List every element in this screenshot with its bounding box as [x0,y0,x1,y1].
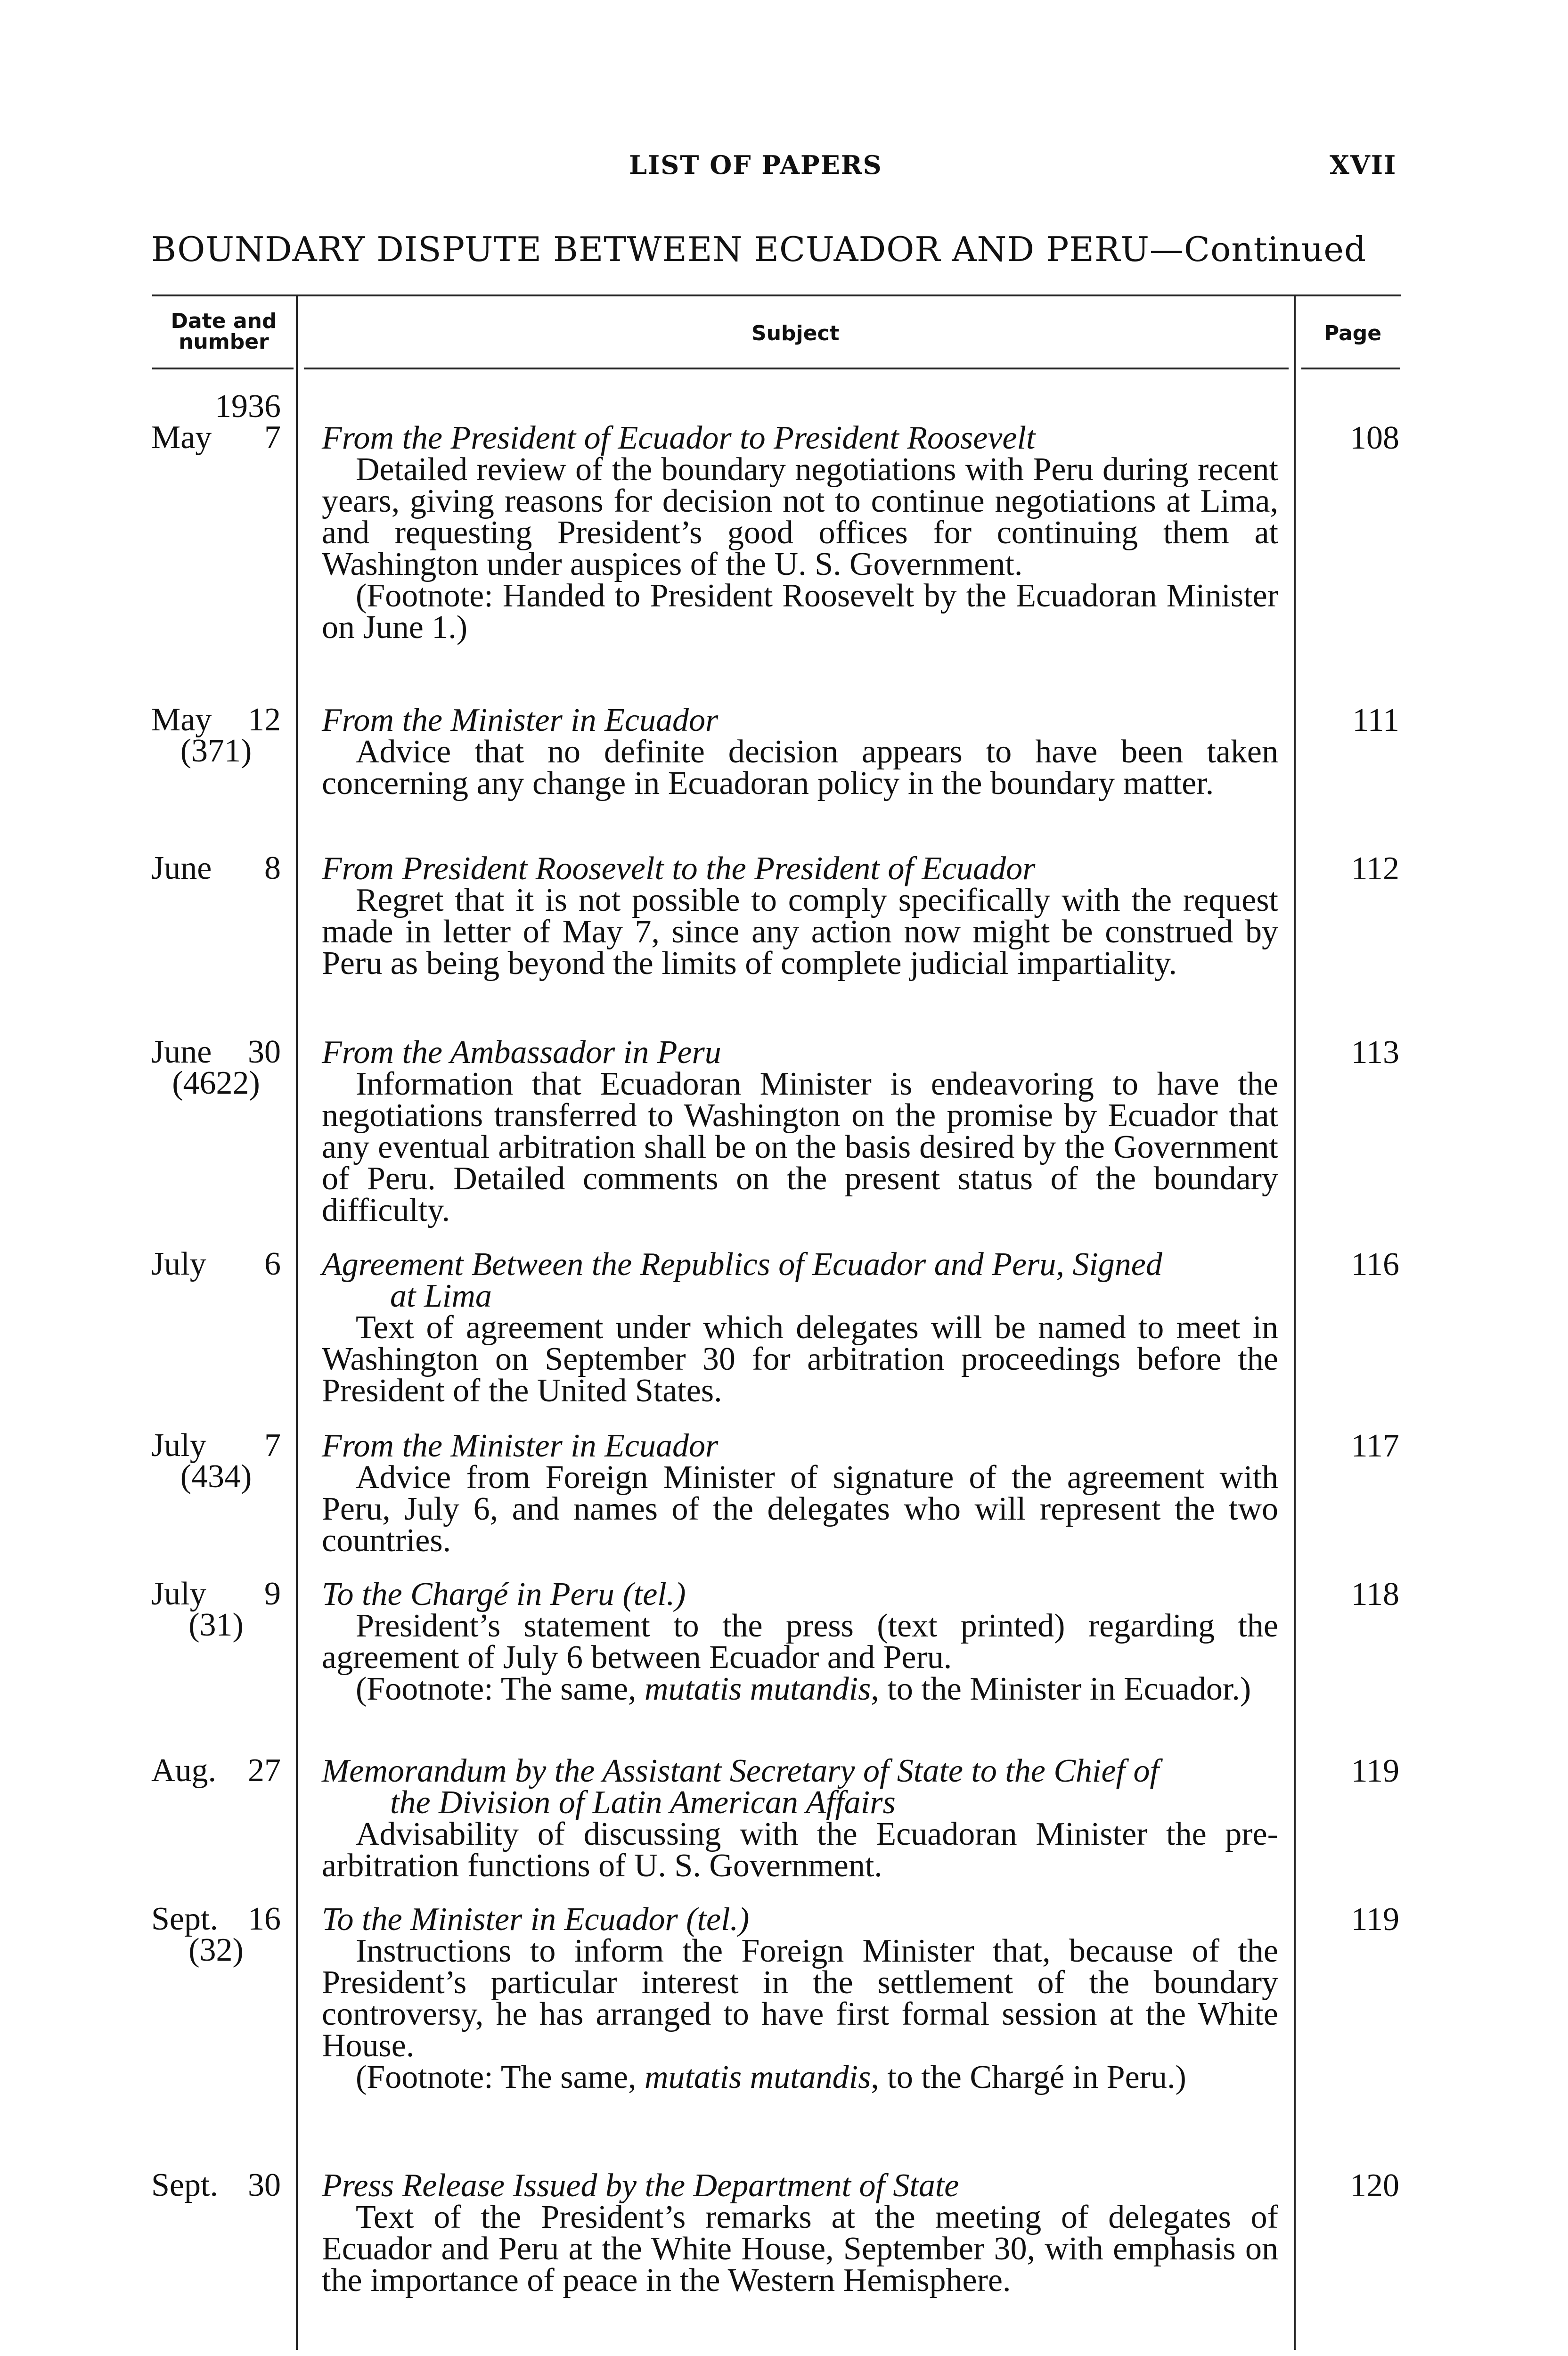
running-title: LIST OF PAPERS [629,150,882,180]
entry-date-day: 30 [248,2167,281,2203]
entry-date-month: May [151,702,212,738]
entry-page: 113 [1351,1034,1399,1071]
entry-date-day: 7 [264,419,281,456]
column-header-subject: Subject [751,321,840,345]
entry-summary: Detailed review of the boundary negotiations with Peru during recent years, giving reasons for decision not to continue negotiations at Lima, and requesting President’s good offices for continuing them at Washington under auspices of the U. S. Government. [322,451,1278,582]
entry-date-month: July [151,1246,206,1282]
entry-page: 111 [1352,702,1399,738]
entry-page: 117 [1351,1428,1399,1464]
table-top-rule [152,294,1401,296]
entry-footnote: (Footnote: The same, mutatis mutandis, to the Chargé in Peru.) [356,2059,1186,2095]
entry-date-day: 12 [248,702,281,738]
entry-summary: Advice from Foreign Minister of signature of the agreement with Peru, July 6, and names of the delegates who will represent the two countries. [322,1459,1278,1559]
entry-number: (434) [180,1458,252,1495]
section-title: BOUNDARY DISPUTE BETWEEN ECUADOR AND PERU—Continued [151,229,1367,269]
column-header-date-line2: number [179,330,269,354]
entry-title: From the Minister in Ecuador [322,702,719,738]
entry-summary: Information that Ecuadoran Minister is endeavoring to have the negotiations transferred to Washington on the promise by Ecuador that any eventual arbitration shall be on the basis desired by the Government of Peru. Detailed comments on the present status of the boundary difficulty. [322,1066,1278,1228]
entry-date-cell [151,1752,281,1789]
entry-title: Memorandum by the Assistant Secretary of State to the Chief of [322,1753,1159,1789]
entry-page: 112 [1351,851,1399,887]
entry-year: 1936 [215,388,281,425]
latin-phrase: mutatis mutandis [645,1671,871,1707]
entry-page: 116 [1351,1246,1399,1283]
entry-title: From the Ambassador in Peru [322,1034,721,1071]
entry-footnote: (Footnote: Handed to President Roosevelt by the Ecuadoran Minister on June 1.) [322,578,1278,646]
entry-title: From President Roosevelt to the President of Ecuador [322,851,1036,887]
entry-page: 118 [1351,1576,1399,1612]
table-header-rule-subject [304,368,1289,369]
entry-title: From the President of Ecuador to President Roosevelt [322,420,1036,456]
entry-page: 120 [1350,2168,1399,2204]
entry-date-cell [151,388,281,456]
entry-date-cell [151,1034,281,1101]
latin-phrase: mutatis mutandis [645,2059,871,2095]
column-divider-left [296,295,298,2350]
column-header-date-line1: Date and [171,309,277,333]
entry-summary: Advice that no definite decision appears to have been taken concerning any change in Ecuadoran policy in the boundary matter. [322,734,1278,802]
entry-summary: Advisability of discussing with the Ecuadoran Minister the pre-arbitration functions of U. S. Government. [322,1816,1278,1884]
entry-page: 108 [1350,420,1399,456]
entry-subject [322,1246,1278,1409]
entry-date-day: 8 [264,850,281,886]
table-header-rule-page [1301,368,1400,369]
entry-date-month: Sept. [151,2167,218,2203]
entry-date-month: June [151,850,212,886]
entry-date [151,850,281,886]
entry-summary: Instructions to inform the Foreign Minister that, because of the President’s particular interest in the settlement of the boundary controversy, he has arranged to have first formal session at the White House. [322,1933,1278,2064]
entry-subject [322,702,1278,802]
entry-page: 119 [1351,1753,1399,1789]
entry-date-cell [151,1901,281,1968]
entry-date-month: Sept. [151,1901,218,1937]
entry-summary: Regret that it is not possible to comply specifically with the request made in letter of May 7, since any action now might be construed by Peru as being beyond the limits of complete judicial impartiality. [322,882,1278,982]
entry-title: Agreement Between the Republics of Ecuador and Peru, Signed [322,1246,1162,1283]
entry-date-month: June [151,1034,212,1070]
entry-date-month: Aug. [151,1752,217,1789]
entry-title-continued: the Division of Latin American Affairs [390,1784,896,1821]
entry-date-cell [151,1427,281,1495]
table-header-rule-date [152,368,294,369]
entry-title: To the Chargé in Peru (tel.) [322,1576,686,1612]
entry-subject [322,1576,1278,1707]
entry-title-continued: at Lima [390,1278,492,1314]
entry-date-cell [151,704,281,767]
entry-date [151,1427,281,1464]
entry-date-cell [151,850,281,886]
entry-date-cell [151,1576,281,1643]
entry-date [151,1576,281,1612]
entry-subject [322,1901,1278,2095]
entry-title: From the Minister in Ecuador [322,1428,719,1464]
entry-date-month: May [151,419,212,456]
entry-date [151,1901,281,1937]
entry-date-day: 30 [248,1034,281,1070]
entry-number: (371) [180,733,252,769]
entry-footnote: (Footnote: The same, mutatis mutandis, to the Minister in Ecuador.) [356,1671,1251,1707]
column-header-page: Page [1324,321,1382,345]
entry-number: (32) [188,1932,244,1968]
entry-subject [322,1428,1278,1559]
entry-summary: President’s statement to the press (text printed) regarding the agreement of July 6 between Ecuador and Peru. [322,1608,1278,1676]
entry-date-day: 9 [264,1576,281,1612]
entry-date [151,704,281,736]
entry-summary: Text of agreement under which delegates will be named to meet in Washington on September 30 for arbitration proceedings before the President of the United States. [322,1309,1278,1409]
entry-summary: Text of the President’s remarks at the meeting of delegates of Ecuador and Peru at the White House, September 30, with emphasis on the importance of peace in the Western Hemisphere. [322,2199,1278,2299]
entry-date-day: 27 [248,1752,281,1789]
entry-date-month: July [151,1427,206,1464]
entry-date-month: July [151,1576,206,1612]
entry-number: (4622) [172,1065,260,1101]
entry-subject [322,851,1278,982]
entry-date [151,1752,281,1789]
entry-date [151,2167,281,2203]
entry-subject [322,1034,1278,1228]
entry-title: Press Release Issued by the Department of State [322,2168,959,2204]
entry-subject [322,2168,1278,2299]
entry-subject [322,1755,1278,1882]
entry-date-day: 7 [264,1427,281,1464]
entry-title: To the Minister in Ecuador (tel.) [322,1901,750,1938]
entry-date [151,1034,281,1070]
entry-date [151,1246,281,1282]
entry-date-day: 6 [264,1246,281,1282]
entry-date-cell [151,1246,281,1282]
page-numeral: XVII [1330,150,1397,180]
entry-date-day: 16 [248,1901,281,1937]
entry-number: (31) [188,1607,244,1643]
entry-subject [322,420,1278,646]
entry-page: 119 [1351,1901,1399,1938]
entry-date [151,419,281,456]
entry-date-cell [151,2167,281,2203]
column-header-date [167,311,280,352]
column-divider-right [1294,295,1296,2350]
